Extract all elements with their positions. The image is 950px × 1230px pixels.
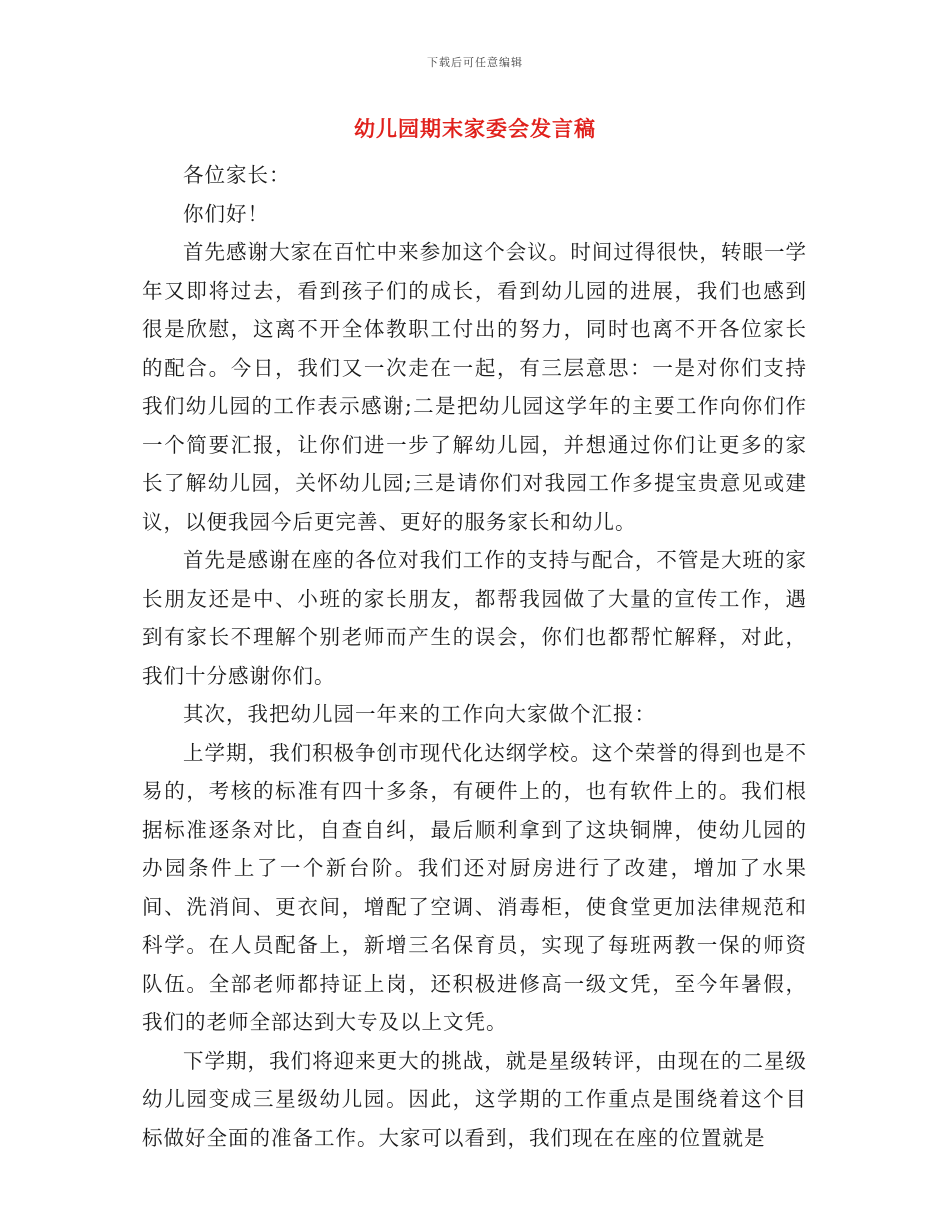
body-paragraph: 上学期，我们积极争创市现代化达纲学校。这个荣誉的得到也是不易的，考核的标准有四十多条，有硬件上的，也有软件上的。我们根据标准逐条对比，自查自纠，最后顺利拿到了这块铜牌，使幼儿园的办园条件上了一个新台阶。我们还对厨房进行了改建，增加了水果间、洗消间、更衣间，增配了空调、消毒柜，使食堂更加法律规范和科学。在人员配备上，新增三名保育员，实现了每班两教一保的师资队伍。全部老师都持证上岗，还积极进修高一级文凭，至今年暑假，我们的老师全部达到大专及以上文凭。 (142, 740, 807, 1034)
document-title: 幼儿园期末家委会发言稿 (354, 117, 596, 141)
salutation: 各位家长： (183, 163, 291, 187)
body-paragraph: 下学期，我们将迎来更大的挑战，就是星级转评，由现在的二星级幼儿园变成三星级幼儿园。因此，这学期的工作重点是围绕着这个目标做好全面的准备工作。大家可以看到，我们现在在座的位置就是 (142, 1048, 807, 1150)
header-note: 下载后可任意编辑 (427, 56, 523, 69)
body-paragraph: 首先感谢大家在百忙中来参加这个会议。时间过得很快，转眼一学年又即将过去，看到孩子们的成长，看到幼儿园的进展，我们也感到很是欣慰，这离不开全体教职工付出的努力，同时也离不开各位家长的配合。今日，我们又一次走在一起，有三层意思：一是对你们支持我们幼儿园的工作表示感谢;二是把幼儿园这学年的主要工作向你们作一个简要汇报，让你们进一步了解幼儿园，并想通过你们让更多的家长了解幼儿园，关怀幼儿园;三是请你们对我园工作多提宝贵意见或建议，以便我园今后更完善、更好的服务家长和幼儿。 (142, 240, 807, 534)
document-body (142, 156, 807, 1157)
body-paragraph: 其次，我把幼儿园一年来的工作向大家做个汇报： (183, 702, 656, 726)
greeting: 你们好！ (183, 201, 269, 226)
body-paragraph: 首先是感谢在座的各位对我们工作的支持与配合，不管是大班的家长朋友还是中、小班的家长朋友，都帮我园做了大量的宣传工作，遇到有家长不理解个别老师而产生的误会，你们也都帮忙解释，对此，我们十分感谢你们。 (142, 548, 807, 688)
